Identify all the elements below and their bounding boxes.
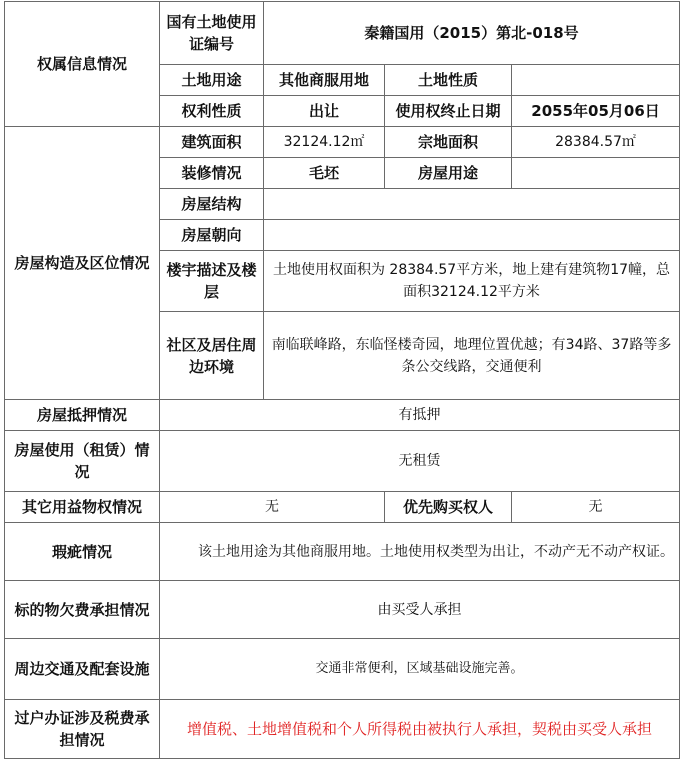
- building-desc-value: 土地使用权面积为 28384.57平方米，地上建有建筑物17幢，总面积32124.12平方米: [264, 251, 680, 312]
- tax-label: 过户办证涉及税费承担情况: [5, 700, 160, 759]
- tax-value: 增值税、土地增值税和个人所得税由被执行人承担，契税由买受人承担: [160, 700, 680, 759]
- cert-no-label: 国有土地使用证编号: [160, 2, 264, 65]
- orientation-label: 房屋朝向: [160, 220, 264, 251]
- transport-label: 周边交通及配套设施: [5, 639, 160, 700]
- building-area-value: 32124.12㎡: [264, 127, 385, 158]
- parcel-area-label: 宗地面积: [385, 127, 512, 158]
- end-date-value: 2055年05月06日: [512, 96, 680, 127]
- land-nature-value: [512, 65, 680, 96]
- defects-value: 该土地用途为其他商服用地。土地使用权类型为出让，不动产无不动产权证。: [160, 523, 680, 581]
- ownership-section-label: 权属信息情况: [5, 2, 160, 127]
- structure-section-label: 房屋构造及区位情况: [5, 127, 160, 400]
- parcel-area-value: 28384.57㎡: [512, 127, 680, 158]
- arrears-value: 由买受人承担: [160, 581, 680, 639]
- decoration-value: 毛坯: [264, 158, 385, 189]
- land-use-label: 土地用途: [160, 65, 264, 96]
- other-rights-label: 其它用益物权情况: [5, 492, 160, 523]
- lease-label: 房屋使用（租赁）情况: [5, 431, 160, 492]
- lease-value: 无租赁: [160, 431, 680, 492]
- property-info-table: [4, 1, 680, 759]
- defects-label: 瑕疵情况: [5, 523, 160, 581]
- building-area-label: 建筑面积: [160, 127, 264, 158]
- mortgage-label: 房屋抵押情况: [5, 400, 160, 431]
- community-label: 社区及居住周边环境: [160, 312, 264, 400]
- orientation-value: [264, 220, 680, 251]
- arrears-label: 标的物欠费承担情况: [5, 581, 160, 639]
- mortgage-value: 有抵押: [160, 400, 680, 431]
- building-desc-label: 楼宇描述及楼层: [160, 251, 264, 312]
- transport-value: 交通非常便利，区域基础设施完善。: [160, 639, 680, 700]
- house-use-value: [512, 158, 680, 189]
- end-date-label: 使用权终止日期: [385, 96, 512, 127]
- right-nature-value: 出让: [264, 96, 385, 127]
- land-use-value: 其他商服用地: [264, 65, 385, 96]
- land-nature-label: 土地性质: [385, 65, 512, 96]
- community-value: 南临联峰路，东临怪楼奇园，地理位置优越；有34路、37路等多条公交线路，交通便利: [264, 312, 680, 400]
- cert-no-value: 秦籍国用（2015）第北-018号: [264, 2, 680, 65]
- preemption-label: 优先购买权人: [385, 492, 512, 523]
- house-use-label: 房屋用途: [385, 158, 512, 189]
- preemption-value: 无: [512, 492, 680, 523]
- house-structure-label: 房屋结构: [160, 189, 264, 220]
- other-rights-value: 无: [160, 492, 385, 523]
- house-structure-value: [264, 189, 680, 220]
- right-nature-label: 权利性质: [160, 96, 264, 127]
- decoration-label: 装修情况: [160, 158, 264, 189]
